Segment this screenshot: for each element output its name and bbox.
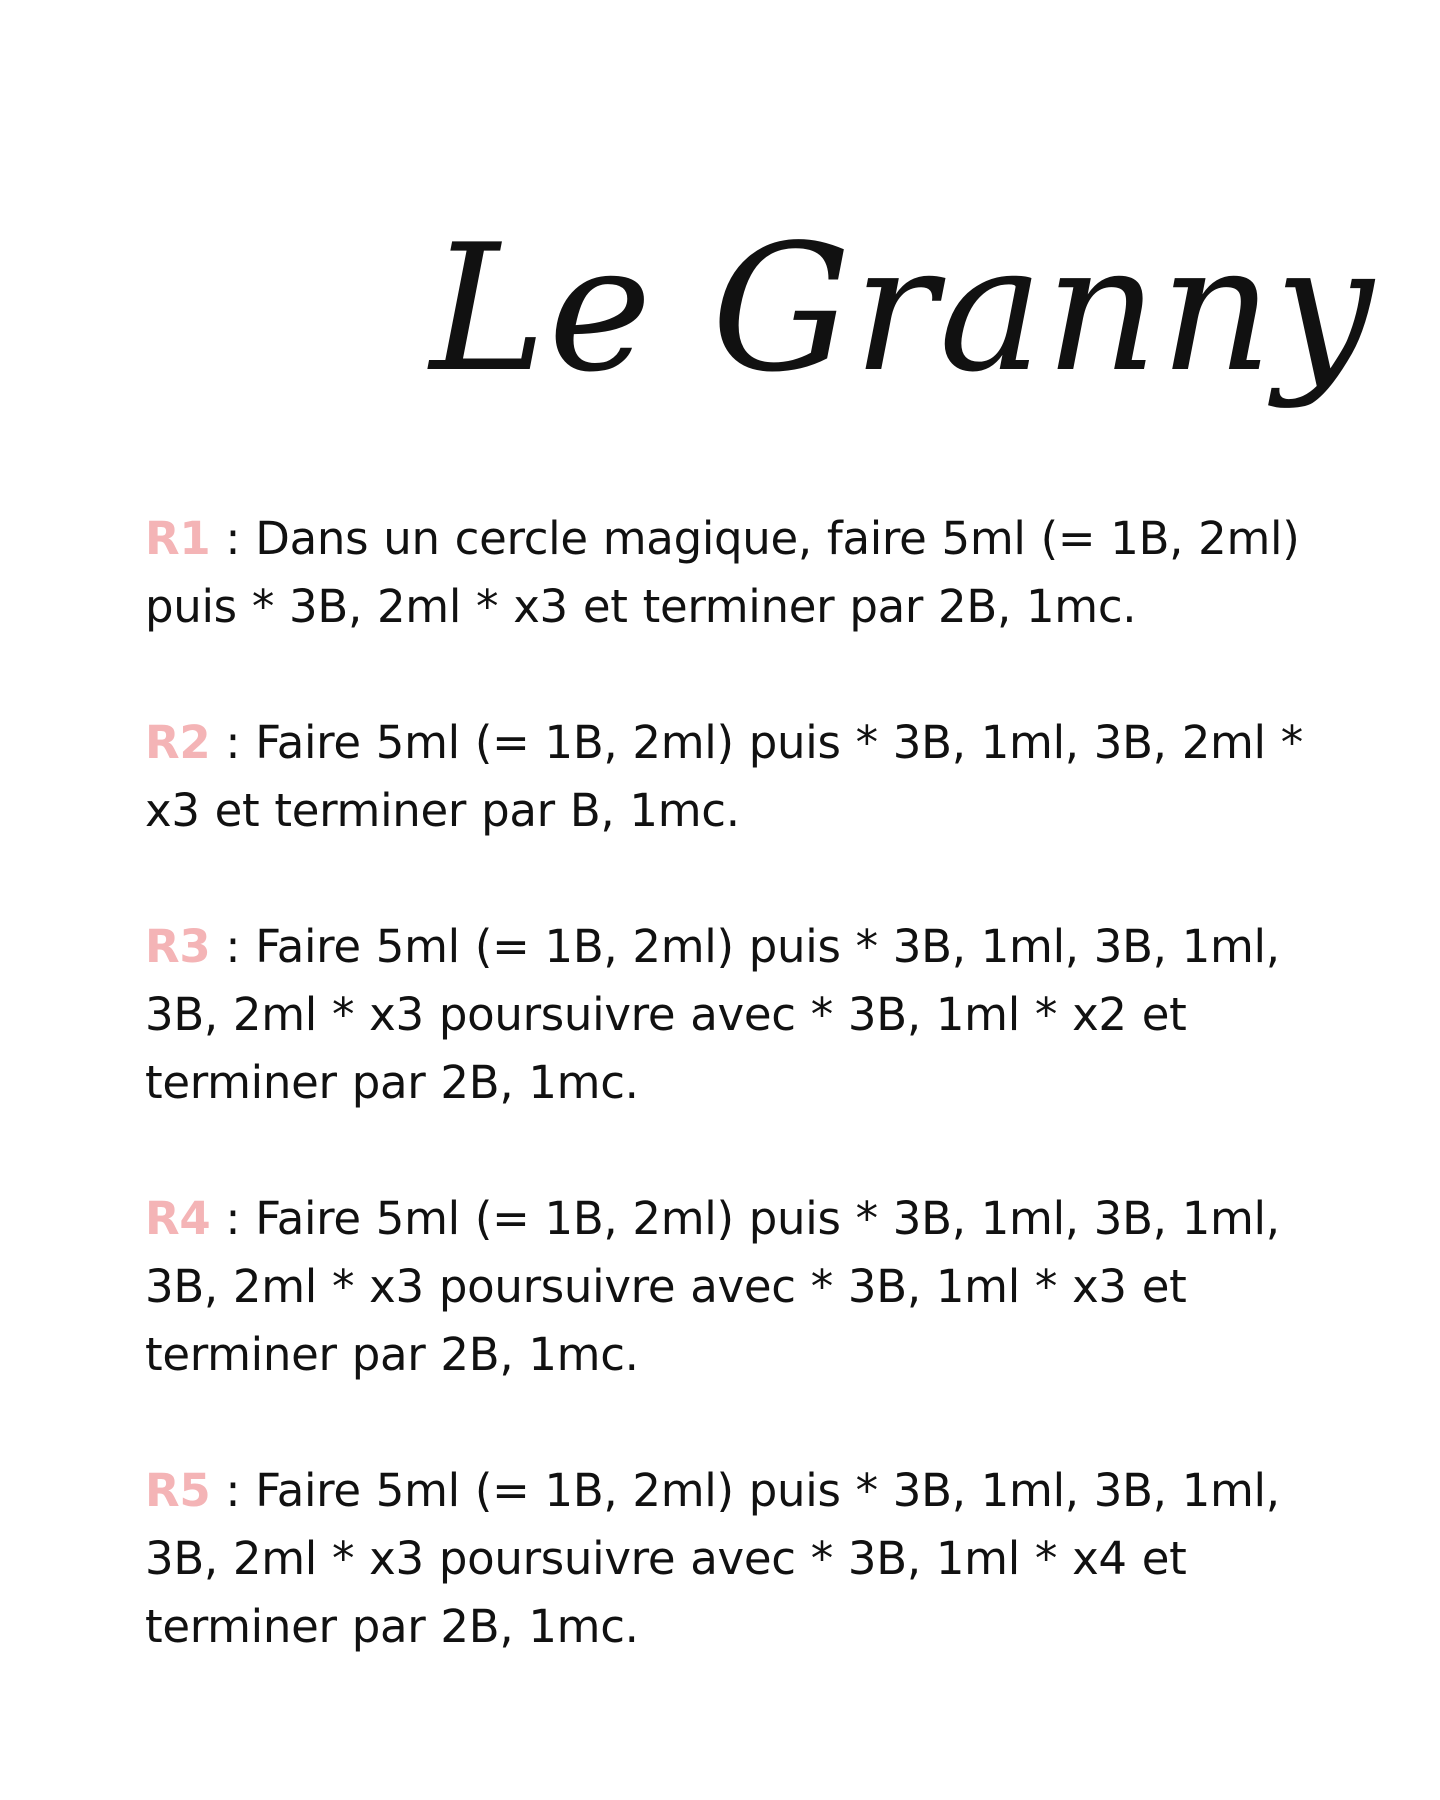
row-text: : Faire 5ml (= 1B, 2ml) puis * 3B, 1ml, 3B, 1ml, 3B, 2ml * x3 poursuivre avec * 3B, 1ml * x2 et terminer par 2B, 1mc.: [145, 920, 1280, 1109]
instruction-list: [145, 505, 1320, 1729]
row-text: : Dans un cercle magique, faire 5ml (= 1B, 2ml) puis * 3B, 2ml * x3 et terminer par 2B, 1mc.: [145, 512, 1300, 633]
row-label: R1: [145, 512, 211, 565]
instruction-row-5: [145, 1457, 1320, 1661]
row-text: : Faire 5ml (= 1B, 2ml) puis * 3B, 1ml, 3B, 1ml, 3B, 2ml * x3 poursuivre avec * 3B, 1ml * x3 et terminer par 2B, 1mc.: [145, 1192, 1280, 1381]
row-label: R4: [145, 1192, 211, 1245]
instruction-row-2: [145, 709, 1320, 845]
page-title: Le Granny: [430, 208, 1376, 411]
row-text: : Faire 5ml (= 1B, 2ml) puis * 3B, 1ml, 3B, 1ml, 3B, 2ml * x3 poursuivre avec * 3B, 1ml * x4 et terminer par 2B, 1mc.: [145, 1464, 1280, 1653]
instruction-row-3: [145, 913, 1320, 1117]
row-label: R3: [145, 920, 211, 973]
row-label: R2: [145, 716, 211, 769]
row-label: R5: [145, 1464, 211, 1517]
instruction-row-1: [145, 505, 1320, 641]
instruction-row-4: [145, 1185, 1320, 1389]
row-text: : Faire 5ml (= 1B, 2ml) puis * 3B, 1ml, 3B, 2ml * x3 et terminer par B, 1mc.: [145, 716, 1303, 837]
